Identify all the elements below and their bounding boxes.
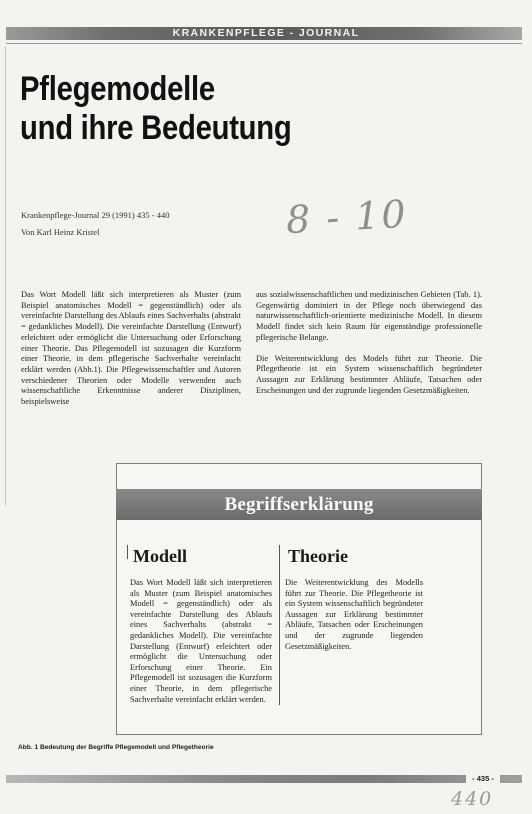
body-paragraph: aus sozialwissenschaftlichen und medizinischen Gebieten (Tab. 1). Gegenwärtig dominiert in der Pflege noch überwiegend das naturwissenschaftlich-orientierte medizinische Modell. In diesem Modell findet sich kein Raum für eigenständige professionelle pflegerische Belange. [256,290,482,342]
figure-divider [279,545,280,705]
body-paragraph: Das Wort Modell läßt sich interpretieren als Muster (zum Beispiel anatomisches Modell = gegenständlich) oder als vereinfachte Darstellung des Ablaufs eines Sachverhalts (abstrakt = gedankliches Modell). Die vereinfachte Darstellung (Entwurf) erleichtert oder ermöglicht die Untersuchung oder Erforschung einer Theorie. Das Pflegemodell ist sozusagen die Kurzform einer Theorie, in dem pflegerische Sachverhalte vereinfacht erklärt werden (Abb.1). Die Pflegewissenschaftler und Autoren verschiedener Theorien oder Modelle verwenden auch wissenschaftliche Erkenntnisse anderer Disziplinen, beispielsweise [21,290,241,407]
header-rule [6,43,522,44]
figure-caption: Abb. 1 Bedeutung der Begriffe Pflegemodell und Pflegetheorie [18,744,214,751]
page-number: - 435 - [466,773,500,785]
body-column-left [21,290,241,408]
figure-title: Begriffserklärung [224,494,374,515]
handwritten-page-number: 440 [451,788,494,810]
margin-rule [5,46,6,506]
figure-tick [127,545,128,559]
journal-header: KRANKENPFLEGE - JOURNAL [172,27,360,39]
title-line-1: Pflegemodelle [20,70,215,108]
title-line-2: und ihre Bedeutung [20,109,292,147]
figure-text-modell: Das Wort Modell läßt sich interpretieren als Muster (zum Beispiel anatomisches Modell = gegenständlich) oder als vereinfachte Darstellung des Ablaufs eines Sachverhalts (abstrakt = gedankliches Modell). Die vereinfachte Darstellung (Entwurf) erleichtert oder ermöglicht die Untersuchung oder Erforschung einer Theorie. Ein Pflegemodell ist sozusagen die Kurzform einer Theorie, in dem pflegerische Sachverhalte vereinfacht erklärt werden. [130,578,272,704]
figure-text-theorie: Die Weiterentwicklung des Modells führt zur Theorie. Die Pflegetheorie ist ein System wissenschaftlich begründeter Aussagen zur Erklärung bestimmter Abläufe, Tatsachen oder Erscheinungen und der zugrunde liegenden Gesetzmäßigkeiten. [285,578,423,651]
figure-heading-modell: Modell [133,546,187,566]
body-column-right [256,290,482,406]
handwritten-note: 8 - 10 [284,191,409,243]
figure-heading-theorie: Theorie [288,546,348,566]
author-line: Von Karl Heinz Kristel [21,227,100,237]
footer-band [6,775,522,783]
body-paragraph: Die Weiterentwicklung des Models führt zur Theorie. Die Pflegetheorie ist ein System wissenschaftlich begründeter Aussagen zur Erklärung bestimmter Abläufe, Tatsachen oder Erscheinungen und der zugrunde liegenden Gesetzmäßigkeiten. [256,353,482,395]
citation: Krankenpflege-Journal 29 (1991) 435 - 440 [21,210,170,220]
article-title [20,70,381,148]
